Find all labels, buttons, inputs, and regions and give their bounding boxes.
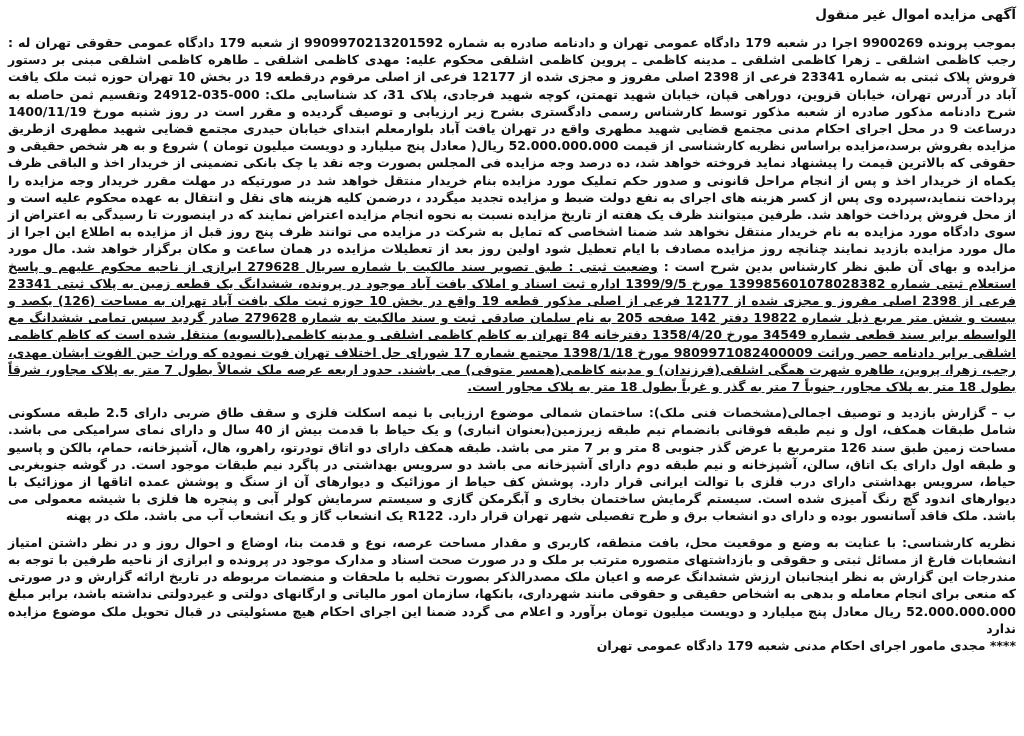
signature-line: **** مجدی مامور اجرای احکام مدنی شعبه 179 دادگاه عمومی تهران	[596, 637, 1016, 653]
registration-status-text: وضعیت ثبتی : طبق تصویر سند مالکیت با شماره سریال 279628 ابرازی از ناحیه محکوم علیهم و پاسخ استعلام ثبتی شماره 13998560107802838​2 مورخ 1399/9/5 اداره ثبت اسناد و املاک یافت آباد موجود در پرونده، ششدانگ یک قطعه زمین به پلاک ثبتی 23341 فرعی از 2398 اصلی مفروز و مجزی شده از 12177 فرعی از اصلی مذکور قطعه 19 واقع در بخش 10 حوزه ثبت ملک یافت آباد تهران به مساحت (126) یکصد و بیست و شش متر مربع ذیل شماره 19822 دفتر 142 صفحه 205 به نام سلمان صادقی ثبت و سند مالکیت به شماره 279628 صادر گردید سپس تمامی ششدانگ مع الواسطه برابر سند قطعی شماره 34549 مورخ 1358/4/20 دفترخانه 84 تهران به کاظم کاظمی اشلقی و مدینه کاظمی(بالسویه) منتقل شده است که کاظم کاظمی اشلقی برابر دادنامه حصر وراثت 9809971082400009 مورخ 1398/1/18 مجتمع شماره 17 شورای حل اختلاف تهران فوت نموده که وراث حین الفوت ایشان مهدی، رجب، زهرا، پروین، طاهره شهرت همگی اشلقی(فرزندان) و مدینه کاظمی(همسر متوفی) می باشند. حدود اربعه عرصه ملک شمالاً بطول 7 متر به پلاک مجاور، شرقاً بطول 18 متر به پلاک مجاور، جنوباً 7 متر به گذر و غرباً بطول 18 متر به پلاک مجاور است.	[8, 258, 1017, 395]
notice-body-paragraph	[8, 34, 1016, 395]
paragraph-gap	[8, 525, 1016, 534]
inspection-report-paragraph: ب – گزارش بازدید و توصیف اجمالی(مشخصات فنی ملک): ساختمان شمالی موضوع ارزیابی با نیمه اسکلت فلزی و سقف طاق ضربی دارای 2.5 طبقه مسکونی شامل طبقات همکف، اول و نیم طبقه فوقانی بانضمام نیم طبقه زیرزمین(بعنوان انباری) و یک حیاط با قدمت بیش از 40 سال و دارای نمای سرامیکی می باشد. مساحت زمین طبق سند 126 مترمربع با عرض گذر جنوبی 8 متر و بر 7 متر می باشد. طبقه همکف دارای دو اتاق تودرتو، راهرو، هال، آشپزخانه، حمام، بالکن و پاسیو و طبقه اول دارای یک اتاق، سالن، آشپزخانه و نیم طبقه دوم دارای آشپزخانه می باشد دو سرویس بهداشتی در پاگرد نیم طبقات موجود است. در گوشه جنوبغربی حیاط، سرویس بهداشتی دارای درب فلزی با توالت ایرانی قرار دارد. پوشش کف حیاط از موزائیک و دیوارهای آن از سنگ و پوشش عمده اتاقها از موزائیک با دیوارهای اندود گچ رنگ آمیزی شده است. سیستم گرمایش ساختمان بخاری و آبگرمکن گازی و سیستم سرمایش کولر آبی و پنجره ها فلزی با شیشه معمولی می باشد. ملک فاقد آسانسور بوده و دارای دو انشعاب برق و طرح تفصیلی شهر تهران قرار دارد. R122 یک انشعاب گاز و یک انشعاب آب می باشد. ملک در پهنه	[8, 405, 1016, 524]
expert-opinion-paragraph: نظریه کارشناسی: با عنایت به وضع و موقعیت محل، بافت منطقه، کاربری و مقدار مساحت عرصه، نوع و قدمت بنا، اوضاع و احوال روز و در نظر داشتن امتیاز انشعابات فارغ از مسائل ثبتی و حقوقی و بازداشتهای متصوره مترتب بر ملک و در صورت صحت اسناد و مدارک موجود در پرونده و ابرازی از ناحیه طرفین با توجه به مندرجات این گزارش به نظر اینجانبان ارزش ششدانگ عرصه و اعیان ملک مصدرالذکر بصورت تخلیه با ملحقات و منضمات مربوطه در تاریخ ارائه گزارش و در صورتی که منعی برای انجام معامله و بدهی به اشخاص حقیقی و حقوقی مانند شهرداری، بانکها، سازمان امور مالیاتی و ارگانهای دولتی و غیردولتی نداشته باشد، برابر مبلغ 52.000.000.000 ریال معادل پنج میلیارد و دویست میلیون تومان برآورد و اعلام می گردد ضمنا این اجرای احکام هیچ مسئولیتی در قبال تحویل ملک موضوع مزایده ندارد	[8, 534, 1016, 636]
notice-title: آگهی مزایده اموال غیر منقول	[815, 7, 1016, 23]
notice-intro-text: بموجب پرونده 9900269 اجرا در شعبه 179 دادگاه عمومی تهران و دادنامه صادره به شماره 9909970213201592 از شعبه 179 دادگاه عمومی حقوقی تهران له : رجب کاظمی اشلقی ـ زهرا کاظمی اشلقی ـ مدینه کاظمی ـ پروین کاظمی اشلقی محکوم علیه: مهدی کاظمی اشلقی ـ طاهره کاظمی اشلقی مبنی بر دستور فروش پلاک ثبتی به شماره 23341 فرعی از 2398 اصلی مفروز و مجزی شده از 12177 فرعی از اصلی مرقوم درقطعه 19 در بخش 10 تهران حوزه ثبت ملک یافت آباد در آدرس تهران، خیابان قزوین، دوراهی قپان، خیابان شهید تهمتن، کوچه شهید فرجادی، پلاک 31، کد شناسایی ملک: 000-035-24912 وتقسیم ثمن حاصله به شرح دادنامه مذکور صادره از شعبه مذکور توسط کارشناس رسمی دادگستری بشرح زیر ارزیابی و توصیف گردیده و مقرر است در روز شنبه مورخ 1400/11/19 درساعت 9 در محل اجرای احکام مدنی مجتمع قضایی شهید مطهری واقع در تهران یافت آباد بلوارمعلم ابتدای خیابان حیدری مجتمع قضایی شهید مطهری ازطریق مزایده بفروش برسد،مزایده براساس نظریه کارشناسی از قیمت 52.000.000.000 ریال( معادل پنج میلیارد و دویست میلیون تومان ) شروع و به هر شخص حقیقی و حقوقی که بالاترین قیمت را پیشنهاد نماید فروخته خواهد شد، ده درصد وجه مزایده فی المجلس بصورت وجه نقد یا چک بانکی تضمینی از خریدار اخذ و الباقی ظرف یکماه از خریدار اخذ و پس از انجام مراحل قانونی و صدور حکم تملیک مورد مزایده بنام خریدار منتقل خواهد شد در صورتیکه در مهلت مقرر خریدار وجه مزایده را پرداخت ننماید،سپرده وی پس از کسر هزینه های اجرای به نفع دولت ضبط و مزایده تجدید میگردد ، درضمن کلیه هزینه های نقل و انتقال به عهده محکوم علیه است و از محل فروش پرداخت خواهد شد. طرفین میتوانند ظرف یک هفته از تاریخ مزایده نسبت به نحوه انجام مزایده اعتراض نمایند که در اینصورت تا رسیدگی به اعتراض از سوی دادگاه مورد مزایده به نام خریدار منتقل نخواهد شد ضمنا اشخاصی که تمایل به شرکت در مزایده می توانند ظرف پنج روز قبل از مزایده به اطلاع این اجرا از مال مورد مزایده بازدید نمایند چنانچه روز مزایده مصادف با ایام تعطیل شود اولین روز بعد از تعطیلات مزایده در همان ساعت و مکان برگزار خواهد شد. مال مورد مزایده و بهای آن طبق نظر کارشناس بدین شرح است :	[8, 35, 1016, 274]
paragraph-gap	[8, 395, 1016, 404]
